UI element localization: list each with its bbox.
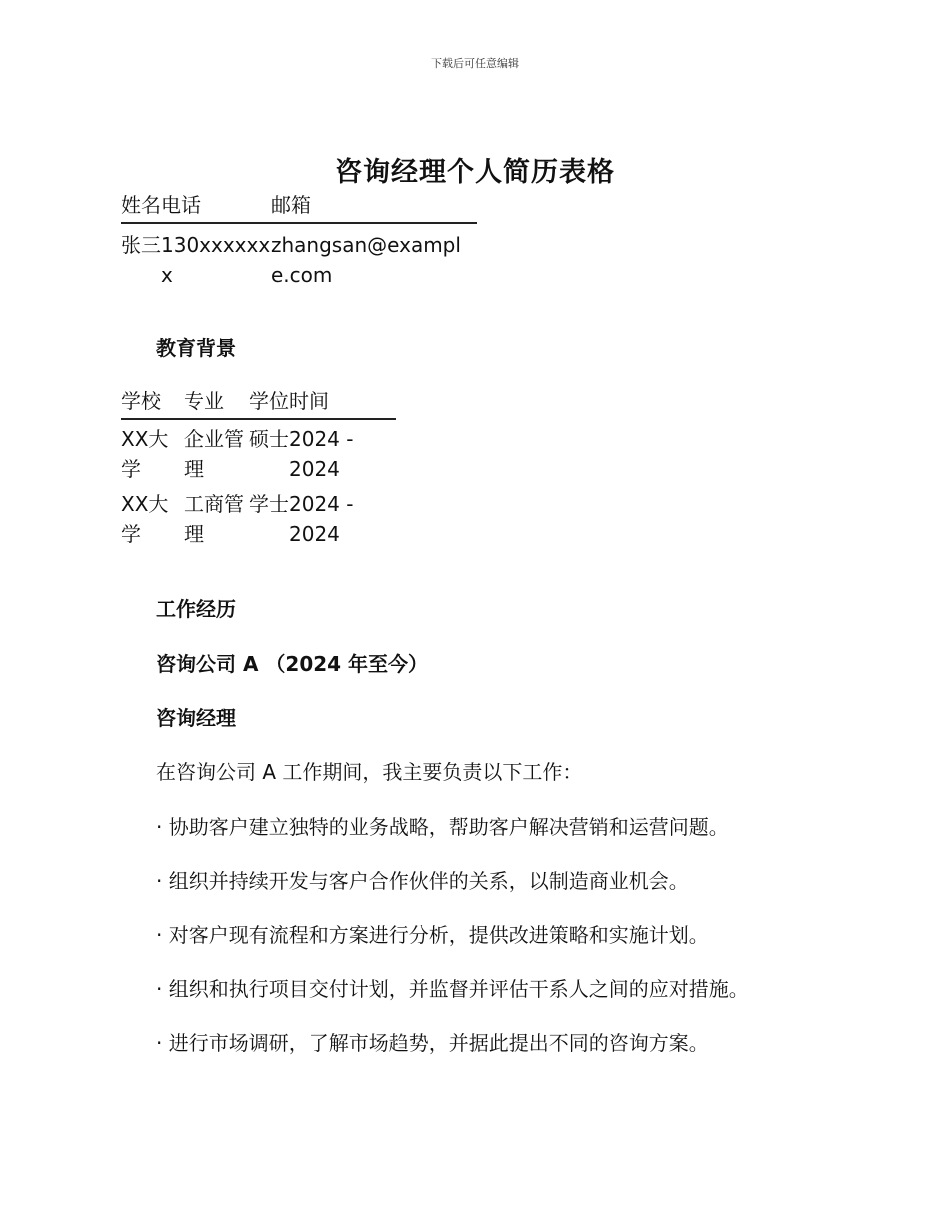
cell-time-end: 2024 [289, 457, 340, 481]
header-degree: 学位 [249, 386, 289, 419]
list-item: · 协助客户建立独特的业务战略，帮助客户解决营销和运营问题。 [156, 815, 729, 839]
education-heading: 教育背景 [156, 336, 236, 360]
header-name: 姓名 [121, 190, 161, 223]
list-item: · 组织并持续开发与客户合作伙伴的关系，以制造商业机会。 [156, 869, 689, 893]
page-header-note: 下载后可任意编辑 [431, 57, 519, 70]
header-email: 邮箱 [271, 190, 477, 223]
cell-time-end: 2024 [289, 522, 340, 546]
cell-school: XX大学 [121, 492, 169, 546]
cell-phone: 130xxxxxxx [161, 233, 271, 287]
cell-name: 张三 [121, 233, 161, 257]
list-item: · 组织和执行项目交付计划，并监督并评估干系人之间的应对措施。 [156, 977, 749, 1001]
cell-time-start: 2024 - [289, 492, 354, 516]
table-row [121, 419, 396, 484]
cell-degree: 学士 [249, 492, 289, 516]
header-time: 时间 [289, 386, 396, 419]
cell-time [289, 484, 396, 549]
cell-major: 工商管理 [184, 492, 244, 546]
list-item: · 对客户现有流程和方案进行分析，提供改进策略和实施计划。 [156, 923, 709, 947]
header-school: 学校 [121, 386, 184, 419]
table-row [121, 484, 396, 549]
cell-time [289, 419, 396, 484]
company-heading: 咨询公司 A （2024 年至今） [156, 652, 429, 676]
position-heading: 咨询经理 [156, 706, 236, 730]
cell-school: XX大学 [121, 427, 169, 481]
cell-degree: 硕士 [249, 427, 289, 451]
header-phone: 电话 [161, 190, 271, 223]
page-title: 咨询经理个人简历表格 [335, 157, 615, 188]
table-row [121, 223, 477, 290]
cell-email: zhangsan@example.com [271, 233, 461, 287]
contact-table [121, 190, 477, 290]
cell-major: 企业管理 [184, 427, 244, 481]
list-item: · 进行市场调研，了解市场趋势，并据此提出不同的咨询方案。 [156, 1031, 709, 1055]
header-major: 专业 [184, 386, 249, 419]
cell-time-start: 2024 - [289, 427, 354, 451]
work-heading: 工作经历 [156, 597, 236, 621]
education-table [121, 386, 396, 549]
work-intro: 在咨询公司 A 工作期间，我主要负责以下工作： [156, 760, 583, 784]
